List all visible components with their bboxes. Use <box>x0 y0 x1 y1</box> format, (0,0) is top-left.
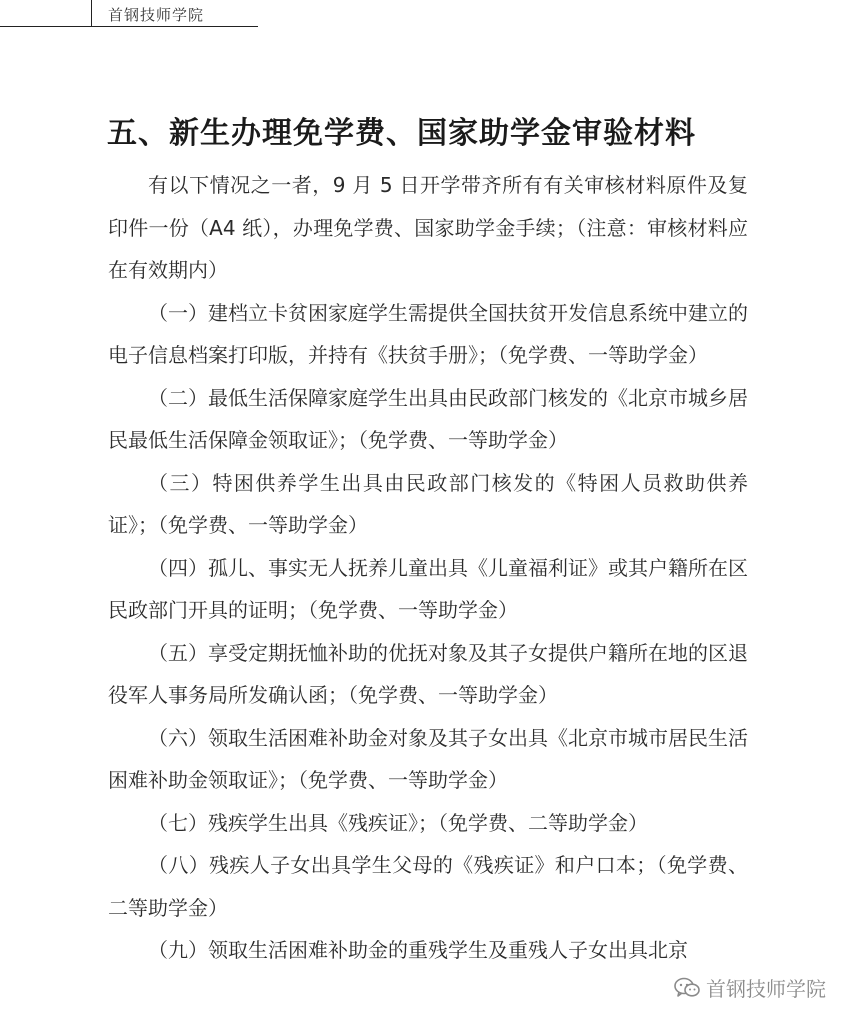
header-rule <box>0 26 258 27</box>
item-3-paragraph: （三）特困供养学生出具由民政部门核发的《特困人员救助供养证》；（免学费、一等助学金） <box>108 470 748 537</box>
item-9-paragraph: （九）领取生活困难补助金的重残学生及重残人子女出具北京 <box>148 938 688 962</box>
section-body <box>108 164 748 972</box>
wechat-icon <box>674 977 700 999</box>
intro-paragraph: 有以下情况之一者，9 月 5 日开学带齐所有有关审核材料原件及复印件一份（A4 纸），办理免学费、国家助学金手续；（注意：审核材料应在有效期内） <box>108 173 748 282</box>
wechat-watermark <box>674 973 826 1002</box>
header-divider-tick <box>91 0 92 27</box>
item-6-paragraph: （六）领取生活困难补助金对象及其子女出具《北京市城市居民生活困难补助金领取证》；（免学费、一等助学金） <box>108 725 748 792</box>
item-2-paragraph: （二）最低生活保障家庭学生出具由民政部门核发的《北京市城乡居民最低生活保障金领取证》；（免学费、一等助学金） <box>108 385 748 452</box>
watermark-label: 首钢技师学院 <box>706 977 826 1001</box>
item-7-paragraph: （七）残疾学生出具《残疾证》；（免学费、二等助学金） <box>148 810 648 835</box>
section-title: 五、新生办理免学费、国家助学金审验材料 <box>107 116 696 151</box>
item-1-paragraph: （一）建档立卡贫困家庭学生需提供全国扶贫开发信息系统中建立的电子信息档案打印版，并持有《扶贫手册》；（免学费、一等助学金） <box>108 300 748 367</box>
running-header: 首钢技师学院 <box>108 6 205 24</box>
item-5-paragraph: （五）享受定期抚恤补助的优抚对象及其子女提供户籍所在地的区退役军人事务局所发确认函；（免学费、一等助学金） <box>108 640 748 707</box>
item-8-paragraph: （八）残疾人子女出具学生父母的《残疾证》和户口本；（免学费、二等助学金） <box>108 853 748 920</box>
item-4-paragraph: （四）孤儿、事实无人抚养儿童出具《儿童福利证》或其户籍所在区民政部门开具的证明；（免学费、一等助学金） <box>108 555 748 622</box>
